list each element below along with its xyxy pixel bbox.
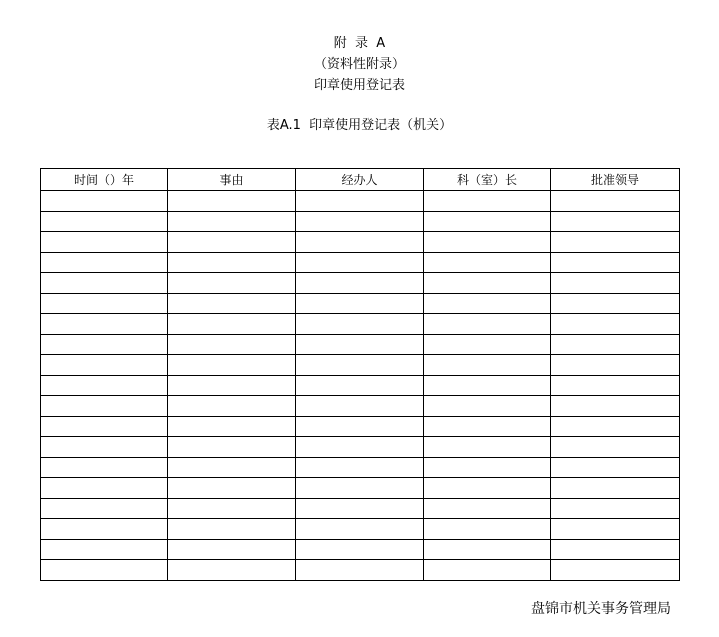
table-row bbox=[41, 355, 680, 376]
table-header-row bbox=[41, 169, 680, 191]
table-cell bbox=[41, 252, 168, 273]
table-cell bbox=[424, 252, 551, 273]
table-cell bbox=[296, 416, 424, 437]
table-cell bbox=[168, 211, 296, 232]
table-cell bbox=[168, 355, 296, 376]
table-cell bbox=[41, 416, 168, 437]
table-cell bbox=[424, 273, 551, 294]
table-cell bbox=[424, 457, 551, 478]
table-cell bbox=[41, 478, 168, 499]
table-cell bbox=[551, 232, 680, 253]
table-cell bbox=[551, 314, 680, 335]
table-cell bbox=[296, 252, 424, 273]
table-cell bbox=[168, 396, 296, 417]
table-cell bbox=[168, 519, 296, 540]
table-cell bbox=[424, 375, 551, 396]
table-cell bbox=[296, 314, 424, 335]
table-cell bbox=[41, 457, 168, 478]
table-cell bbox=[296, 560, 424, 581]
table-cell bbox=[424, 211, 551, 232]
table-cell bbox=[296, 293, 424, 314]
table-cell bbox=[424, 437, 551, 458]
table-cell bbox=[168, 191, 296, 212]
table-cell bbox=[168, 375, 296, 396]
table-row bbox=[41, 334, 680, 355]
table-cell bbox=[424, 293, 551, 314]
table-cell bbox=[168, 314, 296, 335]
table-cell bbox=[551, 375, 680, 396]
appendix-name: 印章使用登记表 bbox=[313, 78, 405, 93]
table-cell bbox=[41, 539, 168, 560]
table-cell bbox=[168, 232, 296, 253]
table-cell bbox=[41, 560, 168, 581]
table-cell bbox=[551, 498, 680, 519]
table-cell bbox=[41, 211, 168, 232]
table-row bbox=[41, 498, 680, 519]
table-cell bbox=[168, 478, 296, 499]
table-cell bbox=[551, 355, 680, 376]
table-cell bbox=[296, 539, 424, 560]
table-cell bbox=[296, 273, 424, 294]
table-cell bbox=[168, 539, 296, 560]
table-row bbox=[41, 293, 680, 314]
table-cell bbox=[551, 293, 680, 314]
table-cell bbox=[424, 232, 551, 253]
seal-usage-register-table bbox=[40, 168, 680, 581]
table-cell bbox=[296, 375, 424, 396]
table-cell bbox=[41, 498, 168, 519]
table-row bbox=[41, 478, 680, 499]
table-cell bbox=[41, 437, 168, 458]
appendix-title: 附 录 A bbox=[333, 36, 386, 51]
table-cell bbox=[551, 539, 680, 560]
table-cell bbox=[424, 539, 551, 560]
table-cell bbox=[41, 396, 168, 417]
table-cell bbox=[41, 191, 168, 212]
table-row bbox=[41, 191, 680, 212]
table-cell bbox=[168, 293, 296, 314]
table-cell bbox=[296, 355, 424, 376]
table-cell bbox=[424, 191, 551, 212]
table-cell bbox=[551, 478, 680, 499]
table-cell bbox=[424, 478, 551, 499]
table-cell bbox=[168, 498, 296, 519]
table-cell bbox=[551, 273, 680, 294]
table-cell bbox=[296, 191, 424, 212]
table-cell bbox=[41, 273, 168, 294]
table-cell bbox=[41, 375, 168, 396]
table-cell bbox=[551, 211, 680, 232]
table-cell bbox=[168, 252, 296, 273]
table-row bbox=[41, 519, 680, 540]
table-body bbox=[41, 191, 680, 581]
table-row bbox=[41, 252, 680, 273]
footer-organization: 盘锦市机关事务管理局 bbox=[531, 601, 671, 617]
table-caption: 表A.1 印章使用登记表（机关） bbox=[266, 118, 453, 133]
table-cell bbox=[296, 396, 424, 417]
table-cell bbox=[296, 232, 424, 253]
header-time-year: 时间（）年 bbox=[41, 169, 168, 191]
table-cell bbox=[551, 416, 680, 437]
table-cell bbox=[424, 396, 551, 417]
table-row bbox=[41, 211, 680, 232]
table-row bbox=[41, 539, 680, 560]
table-cell bbox=[424, 355, 551, 376]
table-cell bbox=[551, 396, 680, 417]
table-cell bbox=[296, 211, 424, 232]
header-reason: 事由 bbox=[168, 169, 296, 191]
table-cell bbox=[168, 457, 296, 478]
table-cell bbox=[168, 273, 296, 294]
table-cell bbox=[424, 560, 551, 581]
table-cell bbox=[41, 293, 168, 314]
table-row bbox=[41, 437, 680, 458]
table-cell bbox=[551, 191, 680, 212]
table-cell bbox=[41, 232, 168, 253]
table-cell bbox=[168, 416, 296, 437]
table-cell bbox=[168, 334, 296, 355]
table-cell bbox=[551, 519, 680, 540]
table-cell bbox=[424, 334, 551, 355]
table-cell bbox=[41, 519, 168, 540]
table-cell bbox=[551, 457, 680, 478]
table-cell bbox=[551, 437, 680, 458]
table-row bbox=[41, 232, 680, 253]
table-row bbox=[41, 416, 680, 437]
table-row bbox=[41, 273, 680, 294]
table-row bbox=[41, 396, 680, 417]
header-approving-leader: 批准领导 bbox=[551, 169, 680, 191]
table-cell bbox=[296, 519, 424, 540]
table-cell bbox=[168, 560, 296, 581]
table-cell bbox=[551, 334, 680, 355]
table-cell bbox=[41, 334, 168, 355]
table-cell bbox=[424, 314, 551, 335]
table-cell bbox=[296, 498, 424, 519]
table-row bbox=[41, 375, 680, 396]
table-cell bbox=[41, 314, 168, 335]
table-row bbox=[41, 457, 680, 478]
table-cell bbox=[551, 560, 680, 581]
table-cell bbox=[424, 416, 551, 437]
header-handler: 经办人 bbox=[296, 169, 424, 191]
table-cell bbox=[551, 252, 680, 273]
table-cell bbox=[424, 498, 551, 519]
table-row bbox=[41, 314, 680, 335]
table-cell bbox=[296, 334, 424, 355]
table-cell bbox=[424, 519, 551, 540]
table-row bbox=[41, 560, 680, 581]
table-cell bbox=[296, 437, 424, 458]
table-cell bbox=[296, 457, 424, 478]
table-cell bbox=[296, 478, 424, 499]
table-cell bbox=[41, 355, 168, 376]
header-section-chief: 科（室）长 bbox=[424, 169, 551, 191]
appendix-subtitle: （资料性附录） bbox=[313, 57, 405, 72]
table-cell bbox=[168, 437, 296, 458]
